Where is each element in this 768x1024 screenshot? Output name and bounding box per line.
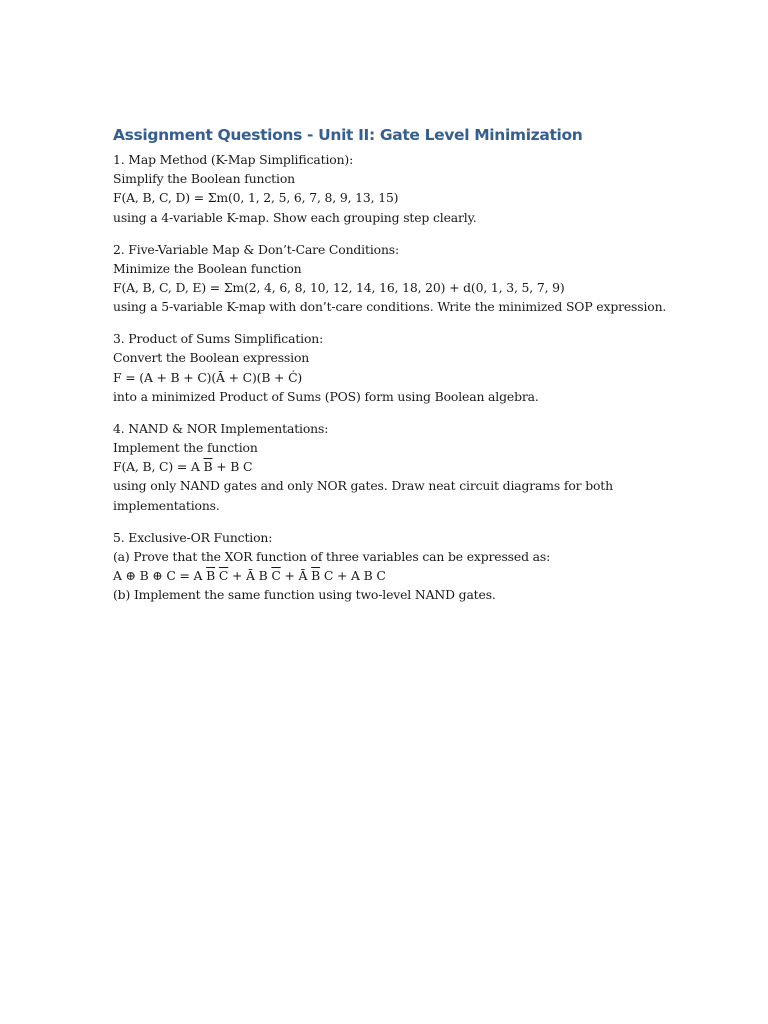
question-3-formula: F = (A + B + C)(Ā + C)(B + Ć) [113, 369, 303, 385]
formula-part: + Ā [280, 568, 312, 584]
question-3 [113, 329, 713, 406]
question-5 [113, 528, 713, 605]
question-4-instruction-cont: implementations. [113, 497, 220, 513]
formula-complement-term: $\overline{B}$ [311, 568, 321, 584]
document-body [113, 124, 713, 617]
question-4 [113, 419, 713, 515]
formula-complement-term: $\overline{C}$ [218, 568, 229, 584]
question-5-part-b: (b) Implement the same function using two-level NAND gates. [113, 587, 496, 603]
formula-part: + B C [212, 459, 253, 475]
question-4-instruction: using only NAND gates and only NOR gates. Draw neat circuit diagrams for both [113, 478, 613, 494]
question-2-instruction: using a 5-variable K-map with don’t-care conditions. Write the minimized SOP expression. [113, 299, 667, 315]
formula-complement-term: $\overline{B}$ [203, 459, 213, 475]
formula-part: A ⊕ B ⊕ C = A [113, 568, 207, 584]
question-3-text: Convert the Boolean expression [113, 350, 310, 366]
question-2-heading: 2. Five-Variable Map & Don’t-Care Conditions: [113, 241, 400, 257]
question-3-instruction: into a minimized Product of Sums (POS) form using Boolean algebra. [113, 388, 539, 404]
question-1-instruction: using a 4-variable K-map. Show each grouping step clearly. [113, 209, 477, 225]
question-1-text: Simplify the Boolean function [113, 171, 295, 187]
formula-complement-term: $\overline{C}$ [271, 568, 281, 584]
question-4-heading: 4. NAND & NOR Implementations: [113, 420, 329, 436]
formula-part: C + A B C [320, 568, 386, 584]
formula-complement-term: $\overline{B}$ [206, 568, 216, 584]
question-2-formula: F(A, B, C, D, E) = Σm(2, 4, 6, 8, 10, 12, 14, 16, 18, 20) + d(0, 1, 3, 5, 7, 9) [113, 280, 565, 296]
question-4-formula [113, 457, 713, 476]
document-title: Assignment Questions - Unit II: Gate Level Minimization [113, 126, 583, 144]
question-5-formula [113, 566, 713, 585]
question-1-heading: 1. Map Method (K-Map Simplification): [113, 152, 354, 167]
formula-part: F(A, B, C) = A [113, 459, 204, 475]
question-2 [113, 240, 713, 317]
question-2-text: Minimize the Boolean function [113, 260, 302, 276]
question-5-heading: 5. Exclusive-OR Function: [113, 529, 273, 545]
question-1-formula: F(A, B, C, D) = Σm(0, 1, 2, 5, 6, 7, 8, 9, 13, 15) [113, 190, 399, 206]
formula-part: + Ā B [228, 568, 272, 584]
question-5-part-a: (a) Prove that the XOR function of three variables can be expressed as: [113, 548, 551, 564]
question-4-text: Implement the function [113, 440, 258, 456]
question-3-heading: 3. Product of Sums Simplification: [113, 331, 324, 347]
question-1 [113, 150, 713, 227]
